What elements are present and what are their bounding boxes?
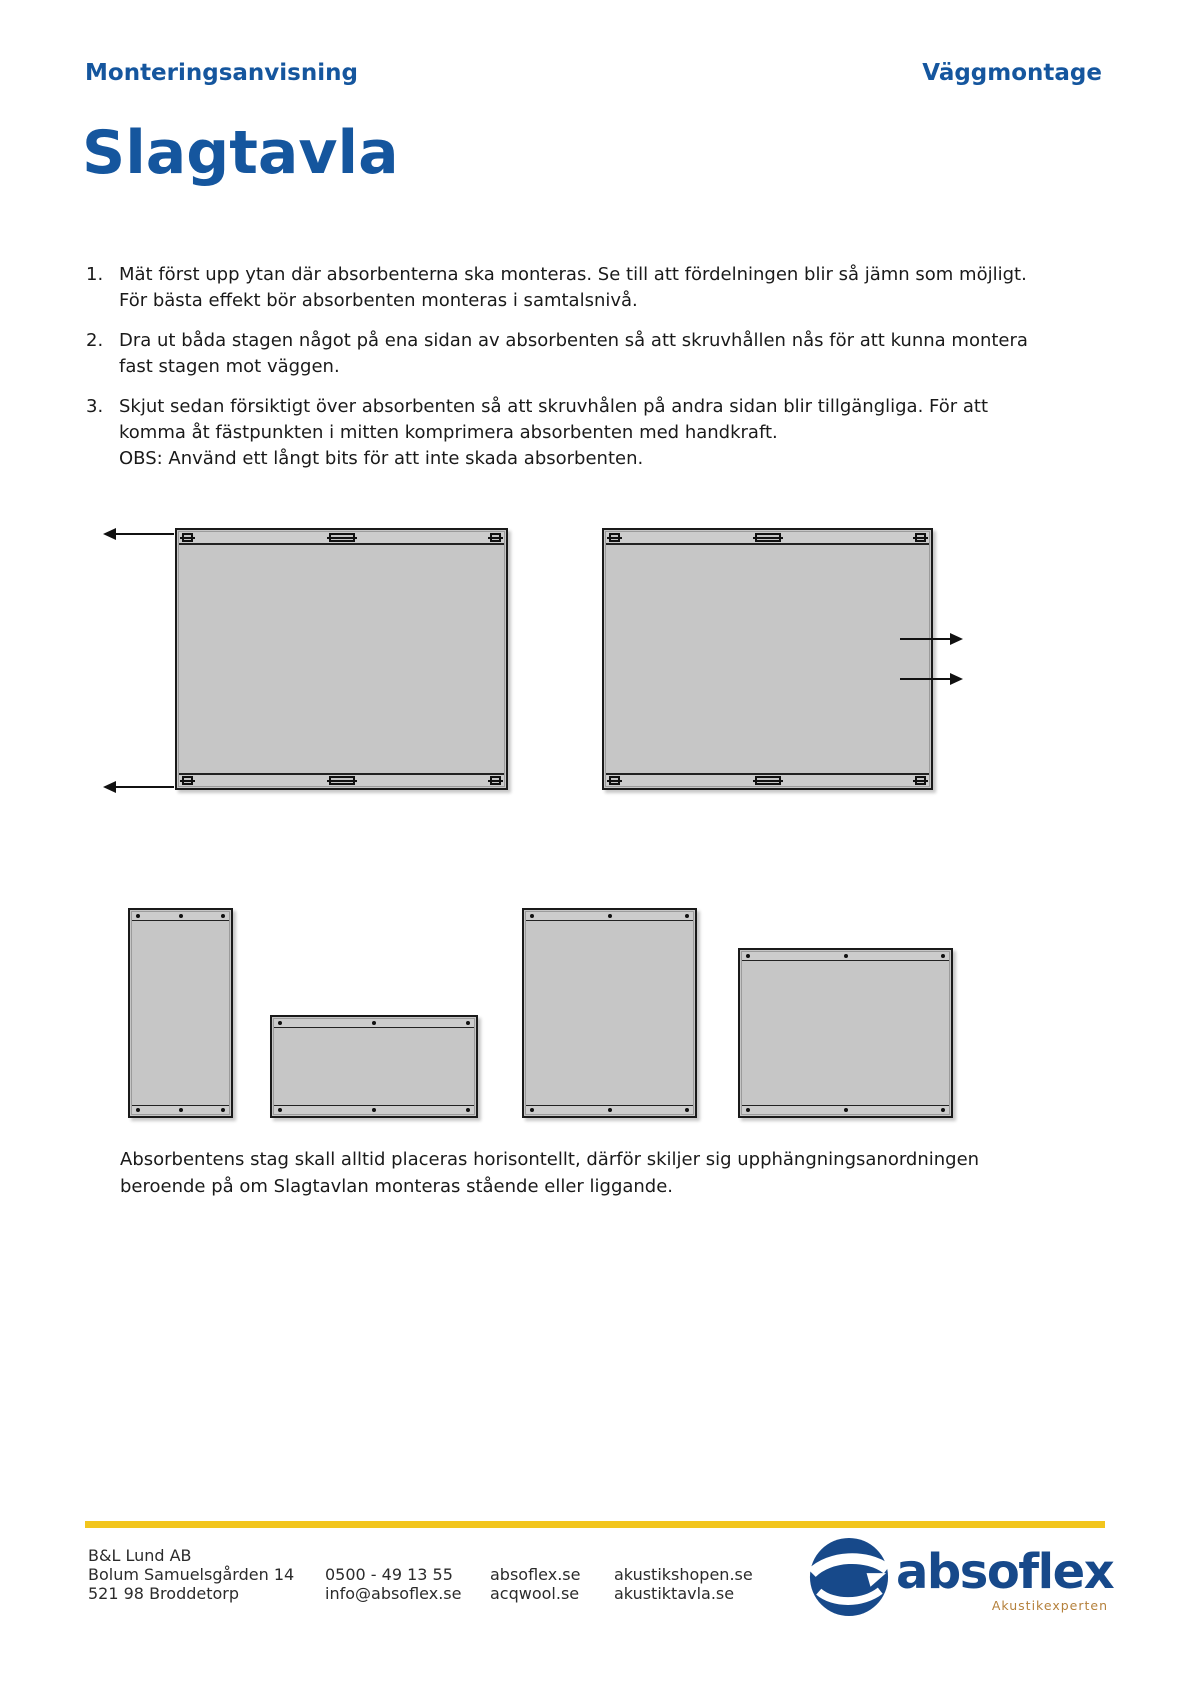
screw-icon	[466, 1021, 470, 1025]
screw-icon	[136, 1108, 140, 1112]
step-text: Dra ut båda stagen något på ena sidan av absorbenten så att skruvhållen nås för att kunna montera fast stagen mot väggen.	[119, 330, 1028, 377]
company-street: Bolum Samuelsgården 14	[88, 1565, 295, 1584]
screw-icon	[844, 1108, 848, 1112]
screw-icon	[746, 954, 750, 958]
rail-clip-left-icon	[609, 533, 620, 542]
mount-type-heading: Väggmontage	[922, 60, 1102, 86]
mounting-rail-top	[742, 952, 949, 961]
screw-icon	[278, 1108, 282, 1112]
step-text	[119, 394, 1054, 472]
website-link[interactable]: akustiktavla.se	[614, 1584, 735, 1603]
instruction-step-3	[86, 394, 1054, 472]
mounting-rail-top	[132, 912, 229, 921]
rail-clip-right-icon	[915, 776, 926, 785]
rail-clip-left-icon	[182, 533, 193, 542]
instruction-step-1	[86, 262, 1054, 314]
rail-clip-right-icon	[915, 533, 926, 542]
mounting-rail-top	[606, 532, 929, 545]
screw-icon	[608, 914, 612, 918]
logo-tagline: Akustikexperten	[991, 1598, 1108, 1613]
screw-icon	[844, 954, 848, 958]
mounting-rail-top	[526, 912, 693, 921]
mounting-rail-top	[179, 532, 504, 545]
screw-icon	[685, 914, 689, 918]
absorber-panel-right	[602, 528, 933, 790]
mounting-rail-bottom	[179, 773, 504, 786]
screw-icon	[685, 1108, 689, 1112]
screw-icon	[941, 954, 945, 958]
mounting-rail-bottom	[132, 1105, 229, 1114]
absoflex-logo	[808, 1536, 1114, 1622]
footer-websites-2	[614, 1565, 753, 1603]
panel-landscape-small	[270, 1015, 478, 1118]
screw-icon	[466, 1108, 470, 1112]
step-number: 1.	[86, 264, 104, 285]
pull-left-arrow-top	[116, 533, 174, 535]
footer-divider	[85, 1521, 1105, 1528]
instruction-step-2	[86, 328, 1054, 380]
rail-clip-left-icon	[609, 776, 620, 785]
screw-icon	[372, 1108, 376, 1112]
panel-portrait	[128, 908, 233, 1118]
screw-icon	[941, 1108, 945, 1112]
absoflex-logo-icon	[808, 1536, 890, 1618]
mounting-rail-bottom	[742, 1105, 949, 1114]
screw-icon	[608, 1108, 612, 1112]
push-right-arrow-upper	[900, 638, 950, 640]
doc-type-heading: Monteringsanvisning	[85, 60, 358, 86]
push-right-arrow-lower	[900, 678, 950, 680]
footer-websites-1	[490, 1565, 580, 1603]
company-name: B&L Lund AB	[88, 1546, 192, 1565]
rail-clip-right-icon	[490, 533, 501, 542]
pull-left-arrow-bottom	[116, 786, 174, 788]
page-title: Slagtavla	[82, 118, 399, 188]
screw-icon	[179, 914, 183, 918]
rail-clip-center-icon	[755, 776, 781, 785]
screw-icon	[372, 1021, 376, 1025]
screw-icon	[221, 1108, 225, 1112]
rail-clip-center-icon	[329, 776, 355, 785]
step-number: 3.	[86, 396, 104, 417]
step-number: 2.	[86, 330, 104, 351]
screw-icon	[221, 914, 225, 918]
logo-wordmark: absoflex	[896, 1544, 1114, 1600]
mounting-rail-bottom	[526, 1105, 693, 1114]
screw-icon	[278, 1021, 282, 1025]
step-text: Mät först upp ytan där absorbenterna ska monteras. Se till att fördelningen blir så jämn som möjligt. För bästa effekt bör absorbenten monteras i samtalsnivå.	[119, 264, 1027, 311]
screw-icon	[179, 1108, 183, 1112]
orientation-caption: Absorbentens stag skall alltid placeras horisontellt, därför skiljer sig upphängningsanordningen beroende på om Slagtavlan monteras stående eller liggande.	[120, 1149, 980, 1197]
instruction-list	[86, 262, 1054, 486]
mounting-rail-bottom	[606, 773, 929, 786]
step-text-main: Skjut sedan försiktigt över absorbenten så att skruvhålen på andra sidan blir tillgängliga. För att komma åt fästpunkten i mitten komprimera absorbenten med handkraft.	[119, 396, 989, 443]
screw-icon	[746, 1108, 750, 1112]
panel-landscape-wide	[738, 948, 953, 1118]
screw-icon	[530, 1108, 534, 1112]
rail-clip-center-icon	[329, 533, 355, 542]
rail-clip-right-icon	[490, 776, 501, 785]
rail-clip-center-icon	[755, 533, 781, 542]
screw-icon	[530, 914, 534, 918]
phone-number: 0500 - 49 13 55	[325, 1565, 453, 1584]
website-link[interactable]: akustikshopen.se	[614, 1565, 753, 1584]
panel-square	[522, 908, 697, 1118]
footer-company-address	[88, 1546, 294, 1603]
email-address[interactable]: info@absoflex.se	[325, 1584, 462, 1603]
footer-contact	[325, 1565, 461, 1603]
screw-icon	[136, 914, 140, 918]
absorber-panel-left	[175, 528, 508, 790]
website-link[interactable]: acqwool.se	[490, 1584, 580, 1603]
website-link[interactable]: absoflex.se	[490, 1565, 581, 1584]
mounting-rail-top	[274, 1019, 474, 1028]
rail-clip-left-icon	[182, 776, 193, 785]
mounting-rail-bottom	[274, 1105, 474, 1114]
step-note: OBS: Använd ett långt bits för att inte skada absorbenten.	[119, 448, 644, 469]
company-city: 521 98 Broddetorp	[88, 1584, 240, 1603]
